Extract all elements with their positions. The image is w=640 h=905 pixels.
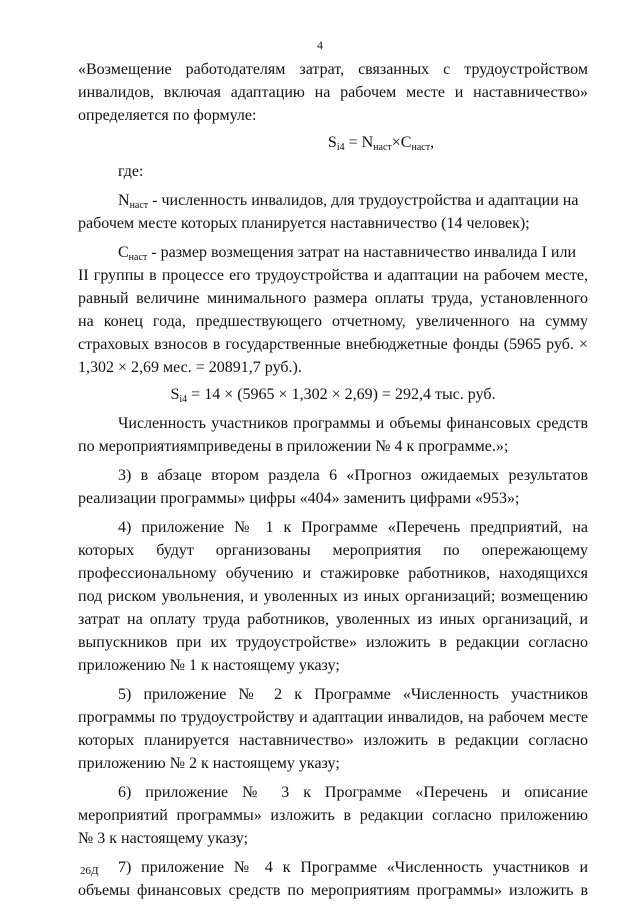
paragraph-item-4 bbox=[78, 516, 588, 677]
text-line: Численность участников программы и объемы финансовых средств bbox=[118, 415, 588, 432]
text-line: 3) в абзаце втором раздела 6 «Прогноз ожидаемых результатов bbox=[118, 467, 588, 484]
formula-subscript: i4 bbox=[336, 142, 345, 153]
formula-text: , bbox=[430, 134, 435, 151]
paragraph-compensation-intro bbox=[78, 58, 588, 127]
text-line: «Возмещение работодателям затрат, связанных с трудоустройством bbox=[78, 61, 588, 78]
text-line: равный величине минимального размера оплаты труда, установленного bbox=[78, 290, 588, 307]
formula-symbol: S bbox=[170, 386, 180, 403]
variable-subscript: наст bbox=[128, 252, 148, 263]
definition-text: - численность инвалидов, для трудоустройства и адаптации на bbox=[148, 192, 579, 209]
formula-subscript: i4 bbox=[179, 394, 188, 405]
text-line: определяется по формуле: bbox=[78, 107, 257, 124]
text-line: № 3 к настоящему указу; bbox=[78, 830, 249, 847]
text-line: выпускников при их трудоустройстве» изложить в редакции согласно bbox=[78, 634, 588, 651]
formula-subscript: наст bbox=[373, 142, 392, 153]
text-line: которых планируется наставничество» изложить в редакции согласно bbox=[78, 732, 588, 749]
text-line: на конец года, предшествующего отчетному, увеличенного на сумму bbox=[78, 313, 588, 330]
page-number: 4 bbox=[317, 38, 323, 52]
paragraph-item-6 bbox=[78, 781, 588, 850]
text-line: профессиональному обучению и стажировке работников, находящихся bbox=[78, 565, 588, 582]
definition-text: - размер возмещения затрат на наставничество инвалида I или bbox=[147, 244, 576, 261]
text-line: которых будут организованы мероприятия по опережающему bbox=[78, 542, 588, 559]
formula-text: = N bbox=[344, 134, 374, 151]
document-code: 26Д bbox=[80, 865, 99, 877]
text-line: страховых взносов в государственные внебюджетные фонды (5965 руб. × bbox=[78, 336, 588, 353]
paragraph-participants-count bbox=[78, 412, 588, 458]
paragraph-item-3 bbox=[78, 464, 588, 510]
text-line bbox=[78, 189, 588, 212]
text-line: 4) приложение № 1 к Программе «Перечень предприятий, на bbox=[118, 519, 588, 536]
paragraph-c-definition bbox=[78, 241, 588, 379]
document-body bbox=[78, 58, 588, 902]
text-line: рабочем месте которых планируется наставничество (14 человек); bbox=[78, 215, 530, 232]
text-line: приложению № 2 к настоящему указу; bbox=[78, 755, 340, 772]
text-line: объемы финансовых средств по мероприятиям программы» изложить в bbox=[78, 882, 588, 899]
variable-subscript: наст bbox=[129, 200, 149, 211]
text-line: 7) приложение № 4 к Программе «Численность участников и bbox=[118, 859, 588, 876]
text-line: 1,302 × 2,69 мес. = 20891,7 руб.). bbox=[78, 359, 302, 376]
formula-symbol: S bbox=[327, 134, 337, 151]
formula-text: = 14 × (5965 × 1,302 × 2,69) = 292,4 тыс. руб. bbox=[187, 386, 496, 403]
text-line bbox=[78, 241, 588, 264]
text-line: приложению № 1 к настоящему указу; bbox=[78, 657, 340, 674]
formula-s-i4 bbox=[78, 131, 588, 154]
text-line: мероприятий программы» изложить в редакции согласно приложению bbox=[78, 807, 588, 824]
text-line: 6) приложение № 3 к Программе «Перечень и описание bbox=[118, 784, 588, 801]
formula-text: ×C bbox=[391, 134, 412, 151]
text-line: 5) приложение № 2 к Программе «Численность участников bbox=[118, 686, 588, 703]
variable-symbol: N bbox=[118, 192, 130, 209]
paragraph-n-definition bbox=[78, 189, 588, 235]
text-line: реализации программы» цифры «404» заменить цифрами «953»; bbox=[78, 490, 520, 507]
paragraph-item-5 bbox=[78, 683, 588, 775]
formula-s-i4-calculation bbox=[78, 383, 588, 406]
text-line: инвалидов, включая адаптацию на рабочем месте и наставничество» bbox=[78, 84, 588, 101]
text-line: II группы в процессе его трудоустройства и адаптации на рабочем месте, bbox=[78, 267, 588, 284]
text-line: затрат на оплату труда работников, уволенных из иных организаций, и bbox=[78, 611, 588, 628]
text-line: по мероприятиямприведены в приложении № 4 к программе.»; bbox=[78, 438, 509, 455]
text-line: программы по трудоустройству и адаптации инвалидов, на рабочем месте bbox=[78, 709, 588, 726]
variable-symbol: С bbox=[118, 244, 129, 261]
paragraph-item-7 bbox=[78, 856, 588, 902]
where-label: где: bbox=[118, 163, 144, 180]
text-line: под риском увольнения, и уволенных из иных организаций; возмещению bbox=[78, 588, 588, 605]
formula-subscript: наст bbox=[411, 142, 431, 153]
